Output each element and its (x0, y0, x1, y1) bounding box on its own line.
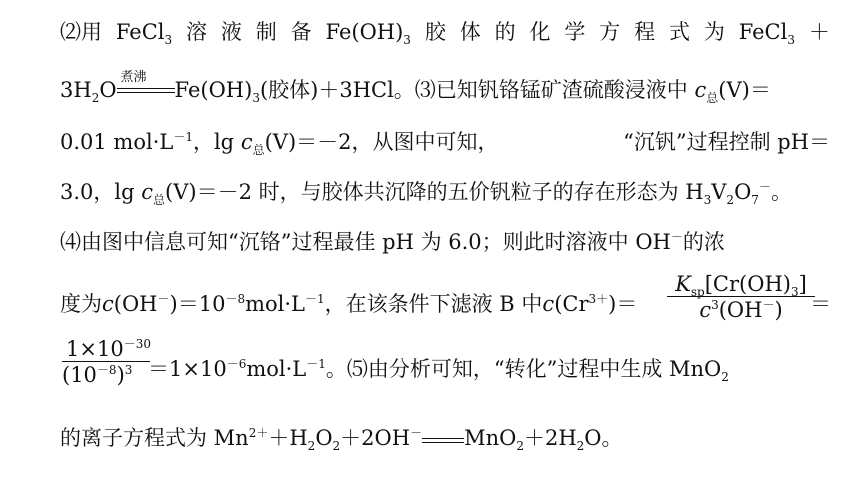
text-segment (116, 18, 172, 46)
math-variable: c (141, 180, 154, 204)
math-variable: c (694, 78, 707, 102)
text-segment (739, 18, 795, 46)
superscript: － (762, 298, 775, 312)
fraction-ksp (667, 272, 815, 323)
text-segment: (V)＝－2 时，与胶体共沉降的五价钒粒子的存在形态为 H (165, 180, 704, 204)
subscript: 3 (790, 285, 799, 300)
math-variable: c (240, 130, 253, 154)
text-segment: (胶体)＋3HCl。⑶已知钒铬锰矿渣硫酸浸液中 (259, 78, 688, 102)
text-segment: )＝10 (169, 292, 226, 316)
fraction-denominator (62, 362, 150, 388)
text-segment: 的离子方程式为 Mn (60, 426, 249, 450)
text-segment: 学 (564, 20, 586, 44)
text-segment: 化 (529, 20, 551, 44)
superscript: －8 (96, 363, 117, 377)
text-line-3 (60, 128, 830, 156)
text-segment: V (711, 180, 727, 204)
text-segment: )＝ (608, 292, 638, 316)
text-segment: 3.0，lg (60, 180, 135, 204)
text-line-5 (60, 228, 830, 256)
subscript: 2 (721, 370, 729, 385)
text-segment: ＝1×10 (148, 357, 227, 381)
arrow-line (117, 88, 175, 89)
subscript: 总 (706, 91, 719, 106)
text-segment: ] (798, 272, 807, 296)
text-segment: “沉钒”过程控制 pH＝ (623, 130, 830, 154)
text-segment: 液 (220, 20, 242, 44)
subscript: 2 (576, 439, 585, 454)
fraction-numerator (667, 272, 815, 300)
text-segment: 为 (703, 20, 725, 44)
subscript: sp (690, 285, 705, 300)
text-segment: 。 (770, 180, 792, 204)
superscript: － (410, 426, 423, 440)
superscript: －6 (226, 357, 247, 371)
text-segment: 度为 (60, 292, 102, 316)
text-segment: ＋2H (523, 426, 577, 450)
superscript: － (670, 230, 683, 244)
superscript: －1 (306, 357, 326, 371)
text-segment: ＋H (268, 426, 308, 450)
text-segment: MnO (464, 426, 517, 450)
text-segment: (V)＝－2，从图中可知， (264, 130, 499, 154)
fraction-numerator (62, 337, 150, 362)
text-segment: O (99, 78, 117, 102)
text-segment: (OH (718, 298, 763, 322)
text-segment: ⑵用 (60, 20, 102, 44)
fraction-calculation (62, 337, 150, 388)
subscript: 总 (252, 143, 265, 158)
superscript: －1 (304, 292, 325, 306)
superscript: 3 (711, 298, 719, 312)
text-segment: FeCl (115, 20, 165, 44)
superscript: －8 (225, 292, 246, 306)
text-segment: 1×10 (66, 337, 124, 361)
math-variable: c (102, 292, 114, 316)
arrow-condition: 煮沸 (120, 70, 147, 85)
text-segment: [Cr(OH) (704, 272, 791, 296)
text-segment: O (315, 426, 333, 450)
text-segment: 备 (290, 20, 312, 44)
subscript: 2 (726, 193, 735, 208)
subscript: 2 (91, 91, 100, 106)
subscript: 2 (332, 439, 341, 454)
subscript: 3 (252, 91, 260, 106)
text-segment: 。⑸由分析可知，“转化”过程中生成 MnO (325, 357, 722, 381)
text-line-1 (60, 18, 830, 46)
text-segment: ) (774, 298, 783, 322)
subscript: 2 (516, 439, 524, 454)
text-segment: 。 (601, 426, 623, 450)
text-segment: 3H (60, 78, 92, 102)
text-segment: mol·L (246, 357, 307, 381)
text-segment: ) (116, 363, 125, 387)
text-segment (148, 355, 729, 383)
text-segment: 体 (459, 20, 481, 44)
text-segment: Fe(OH) (174, 78, 253, 102)
subscript: 3 (164, 33, 173, 48)
text-segment: FeCl (738, 20, 788, 44)
text-segment: O (734, 180, 752, 204)
superscript: －1 (173, 130, 193, 144)
text-segment: ＋ (808, 20, 830, 44)
math-variable: c (542, 292, 555, 316)
text-line-2 (60, 70, 830, 106)
text-segment: ⑷由图中信息可知“沉铬”过程最佳 pH 为 6.0；则此时溶液中 OH (60, 230, 671, 254)
math-variable: c (699, 298, 712, 322)
subscript: 7 (751, 193, 759, 208)
text-line-6 (60, 272, 831, 322)
fraction-denominator (667, 297, 815, 323)
superscript: 2＋ (248, 426, 269, 440)
text-segment: mol·L (245, 292, 305, 316)
text-segment: 式 (668, 20, 690, 44)
superscript: －30 (123, 337, 151, 351)
superscript: － (758, 180, 771, 194)
text-segment: O (584, 426, 602, 450)
text-segment: (10 (62, 363, 97, 387)
subscript: 3 (403, 33, 411, 48)
subscript: 总 (153, 193, 166, 208)
text-line-4 (60, 178, 830, 206)
reaction-arrow (117, 70, 175, 104)
text-segment: 制 (255, 20, 277, 44)
subscript: 2 (307, 439, 316, 454)
text-segment: 0.01 mol·L (60, 130, 174, 154)
reaction-equals (422, 432, 464, 448)
text-segment: 程 (634, 20, 656, 44)
subscript: 3 (787, 33, 795, 48)
text-segment: 的浓 (682, 230, 725, 254)
text-segment: ，在该条件下滤液 B 中 (324, 292, 543, 316)
text-segment: (OH (113, 292, 158, 316)
text-segment: 溶 (186, 20, 208, 44)
superscript: － (157, 292, 170, 306)
superscript: 3 (124, 363, 133, 377)
text-segment: 方 (599, 20, 621, 44)
text-segment: 胶 (424, 20, 446, 44)
equals-sign: ＝ (810, 292, 831, 316)
text-segment: (Cr (554, 292, 589, 316)
text-segment: ，lg (192, 130, 235, 154)
text-segment (60, 128, 499, 156)
text-segment: Fe(OH) (325, 20, 404, 44)
text-segment: 的 (494, 20, 516, 44)
superscript: 3＋ (588, 292, 609, 306)
arrow-line (117, 92, 175, 93)
text-segment: (V)＝ (718, 78, 771, 102)
text-line-8 (60, 424, 830, 452)
math-variable: K (675, 272, 691, 296)
text-segment (326, 18, 411, 46)
text-segment: ＋2OH (340, 426, 411, 450)
subscript: 3 (703, 193, 712, 208)
